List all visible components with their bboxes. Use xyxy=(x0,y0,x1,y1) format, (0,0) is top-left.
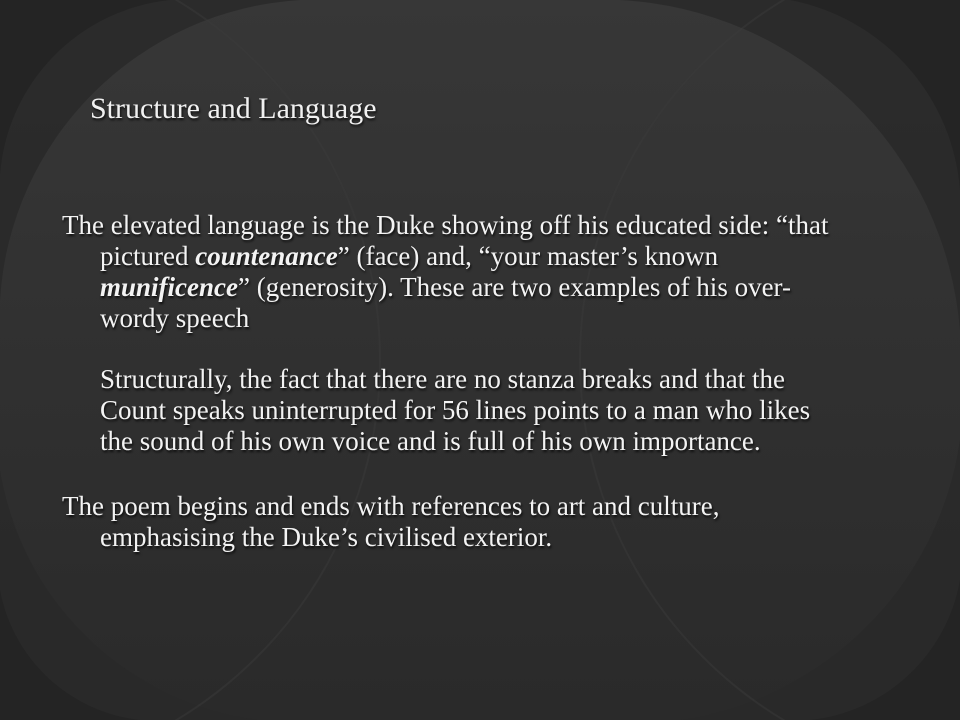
paragraph-art-and-culture: The poem begins and ends with references to art and culture, emphasising the Duke’s civilised exterior. xyxy=(62,491,720,552)
p1-text-3: ” (generosity). These are two examples of his over-wordy speech xyxy=(100,272,791,333)
p1-text-1: The elevated language is the Duke showing off his educated side: “that pictured xyxy=(62,210,829,271)
quote-word-countenance: countenance xyxy=(195,241,338,271)
p1-text-2: ” (face) and, “your master’s known xyxy=(337,241,719,271)
slide-title: Structure and Language xyxy=(90,92,377,125)
quote-word-munificence: munificence xyxy=(100,272,238,302)
paragraph-structure: Structurally, the fact that there are no stanza breaks and that the Count speaks uninterrupted for 56 lines points to a man who likes the sound of his own voice and is full of his own importance. xyxy=(100,364,811,456)
slide-body xyxy=(62,210,832,553)
paragraph-elevated-language xyxy=(62,210,832,334)
